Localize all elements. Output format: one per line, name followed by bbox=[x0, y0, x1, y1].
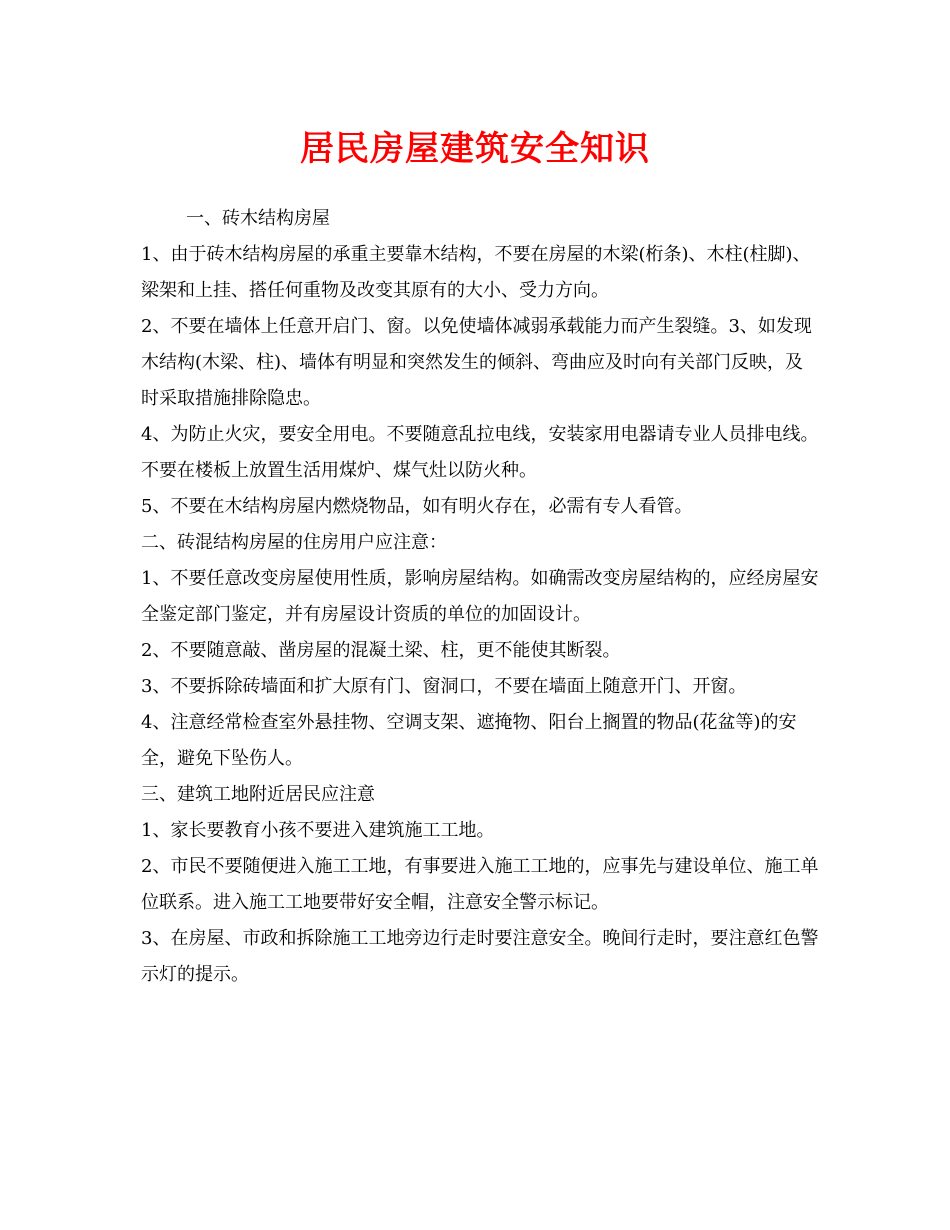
section-heading-3: 三、建筑工地附近居民应注意 bbox=[141, 784, 375, 805]
paragraph: 3、在房屋、市政和拆除施工工地旁边行走时要注意安全。晚间行走时，要注意红色警示灯的提示。 bbox=[141, 928, 819, 985]
paragraph: 2、不要随意敲、凿房屋的混凝土梁、柱，更不能使其断裂。 bbox=[141, 640, 621, 661]
section-heading-2: 二、砖混结构房屋的住房用户应注意： bbox=[141, 532, 447, 553]
document-body bbox=[141, 201, 821, 993]
paragraph: 1、不要任意改变房屋使用性质，影响房屋结构。如确需改变房屋结构的，应经房屋安全鉴定部门鉴定，并有房屋设计资质的单位的加固设计。 bbox=[141, 568, 819, 625]
document-title: 居民房屋建筑安全知识 bbox=[300, 129, 650, 169]
paragraph: 3、不要拆除砖墙面和扩大原有门、窗洞口，不要在墙面上随意开门、开窗。 bbox=[141, 676, 747, 697]
paragraph: 2、市民不要随便进入施工工地，有事要进入施工工地的，应事先与建设单位、施工单位联系。进入施工工地要带好安全帽，注意安全警示标记。 bbox=[141, 856, 819, 913]
paragraph: 2、不要在墙体上任意开启门、窗。以免使墙体减弱承载能力而产生裂缝。3、如发现木结构(木梁、柱)、墙体有明显和突然发生的倾斜、弯曲应及时向有关部门反映，及时采取措施排除隐忠。 bbox=[141, 316, 812, 409]
paragraph: 4、注意经常检查室外悬挂物、空调支架、遮掩物、阳台上搁置的物品(花盆等)的安全，避免下坠伤人。 bbox=[141, 712, 797, 769]
section-heading-1: 一、砖木结构房屋 bbox=[186, 208, 330, 229]
paragraph: 5、不要在木结构房屋内燃烧物品，如有明火存在，必需有专人看管。 bbox=[141, 496, 693, 517]
paragraph: 1、由于砖木结构房屋的承重主要靠木结构，不要在房屋的木梁(桁条)、木柱(柱脚)、梁架和上挂、搭任何重物及改变其原有的大小、受力方向。 bbox=[141, 244, 811, 301]
paragraph: 4、为防止火灾，要安全用电。不要随意乱拉电线，安装家用电器请专业人员排电线。不要在楼板上放置生活用煤炉、煤气灶以防火种。 bbox=[141, 424, 819, 481]
paragraph: 1、家长要教育小孩不要进入建筑施工工地。 bbox=[141, 820, 495, 841]
